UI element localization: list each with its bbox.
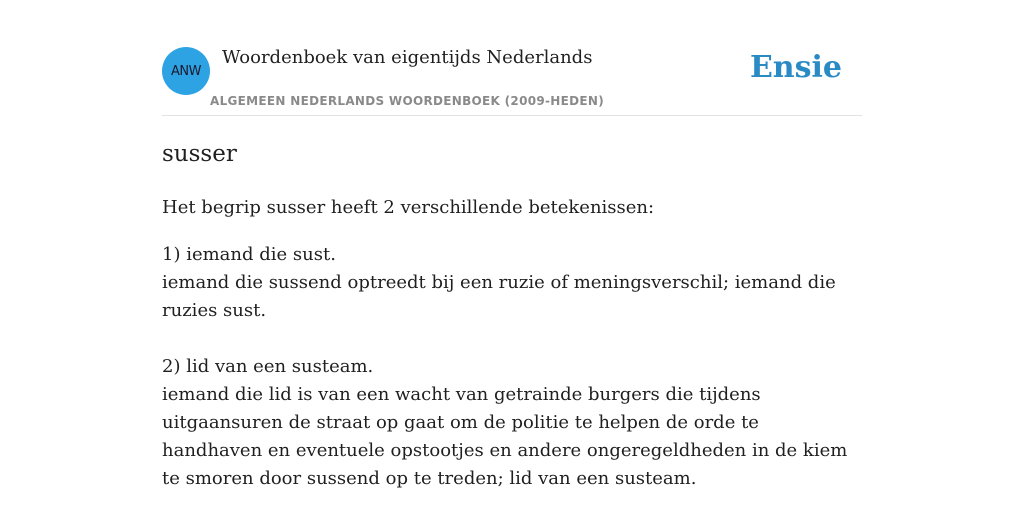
ensie-logo[interactable]: Ensie <box>749 50 842 85</box>
entry-content <box>162 194 862 521</box>
header-divider <box>162 115 862 116</box>
logo-text: ANW <box>171 63 201 79</box>
headword: susser <box>162 141 237 167</box>
sense-1 <box>162 241 862 325</box>
anw-logo[interactable] <box>162 47 210 95</box>
sense-2 <box>162 353 862 493</box>
sense-definition: iemand die sussend optreedt bij een ruzie of meningsverschil; iemand die ruzies sust. <box>162 272 836 321</box>
dictionary-subtitle: ALGEMEEN NEDERLANDS WOORDENBOEK (2009-HEDEN) <box>210 94 605 108</box>
sense-title: 1) iemand die sust. <box>162 244 336 265</box>
dictionary-title[interactable]: Woordenboek van eigentijds Nederlands <box>222 47 593 68</box>
dictionary-card <box>162 0 862 512</box>
sense-title: 2) lid van een susteam. <box>162 356 374 377</box>
sense-definition: iemand die lid is van een wacht van getrainde burgers die tijdens uitgaansuren de straat op gaat om de politie te helpen de orde te handhaven en eventuele opstootjes en andere ongeregeldheden in de kiem te smoren door sussend op te treden; lid van een susteam. <box>162 384 848 489</box>
entry-intro: Het begrip susser heeft 2 verschillende betekenissen: <box>162 197 655 218</box>
